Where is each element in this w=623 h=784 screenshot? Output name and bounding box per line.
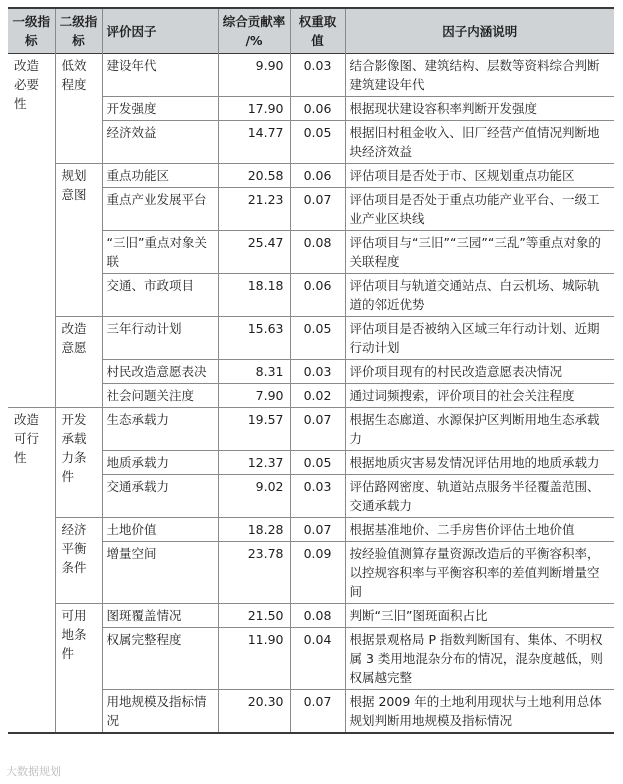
factor-cell: 村民改造意愿表决 bbox=[102, 360, 218, 384]
weight-cell: 0.08 bbox=[290, 231, 345, 274]
factor-cell: 开发强度 bbox=[102, 97, 218, 121]
factor-table-container bbox=[8, 7, 614, 734]
header-rate: 综合贡献率 /% bbox=[218, 8, 290, 54]
desc-cell: 根据基准地价、二手房售价评估土地价值 bbox=[349, 522, 575, 537]
rate-cell: 18.28 bbox=[218, 518, 290, 542]
evaluation-factor-table bbox=[8, 7, 614, 734]
factor-cell: 社会问题关注度 bbox=[102, 384, 218, 408]
table-body bbox=[8, 54, 614, 734]
factor-cell: 土地价值 bbox=[102, 518, 218, 542]
watermark-text: 大数据规划 bbox=[6, 765, 61, 778]
table-row bbox=[8, 604, 614, 628]
desc-cell: 按经验值测算存量资源改造后的平衡容积率，以控规容积率与平衡容积率的差值判断增量空间 bbox=[349, 546, 600, 599]
desc-cell: 评估路网密度、轨道站点服务半径覆盖范围、交通承载力 bbox=[349, 479, 600, 513]
factor-cell: 经济效益 bbox=[102, 121, 218, 164]
weight-cell: 0.06 bbox=[290, 274, 345, 317]
rate-cell: 23.78 bbox=[218, 542, 290, 604]
table-row bbox=[8, 54, 614, 97]
weight-cell: 0.06 bbox=[290, 97, 345, 121]
desc-cell: 根据地质灾害易发情况评估用地的地质承载力 bbox=[349, 455, 600, 470]
rate-cell: 9.90 bbox=[218, 54, 290, 97]
table-row bbox=[8, 408, 614, 451]
level2-cell: 可用地条件 bbox=[55, 604, 102, 734]
level2-cell: 开发承载力条件 bbox=[55, 408, 102, 518]
rate-cell: 18.18 bbox=[218, 274, 290, 317]
header-level1: 一级指标 bbox=[8, 8, 55, 54]
desc-cell: 根据景观格局 P 指数判断国有、集体、不明权属 3 类用地混杂分布的情况，混杂度越低，则权属越完整 bbox=[349, 632, 603, 685]
header-level2: 二级指标 bbox=[55, 8, 102, 54]
desc-cell: 结合影像图、建筑结构、层数等资料综合判断建筑建设年代 bbox=[349, 58, 600, 92]
level2-cell: 低效程度 bbox=[55, 54, 102, 164]
weight-cell: 0.09 bbox=[290, 542, 345, 604]
factor-cell: 建设年代 bbox=[102, 54, 218, 97]
desc-cell: 根据旧村租金收入、旧厂经营产值情况判断地块经济效益 bbox=[349, 125, 600, 159]
weight-cell: 0.05 bbox=[290, 451, 345, 475]
rate-cell: 20.58 bbox=[218, 164, 290, 188]
weight-cell: 0.05 bbox=[290, 317, 345, 360]
weight-cell: 0.07 bbox=[290, 518, 345, 542]
table-row bbox=[8, 518, 614, 542]
factor-cell: 交通承载力 bbox=[102, 475, 218, 518]
level2-cell: 改造意愿 bbox=[55, 317, 102, 408]
rate-cell: 20.30 bbox=[218, 690, 290, 734]
desc-cell: 通过词频搜索，评价项目的社会关注程度 bbox=[349, 388, 575, 403]
factor-cell: 重点产业发展平台 bbox=[102, 188, 218, 231]
rate-cell: 8.31 bbox=[218, 360, 290, 384]
table-header-row bbox=[8, 8, 614, 54]
desc-cell: 根据生态廊道、水源保护区判断用地生态承载力 bbox=[349, 412, 600, 446]
factor-cell: 生态承载力 bbox=[102, 408, 218, 451]
desc-cell: 评估项目是否处于市、区规划重点功能区 bbox=[349, 168, 575, 183]
weight-cell: 0.03 bbox=[290, 360, 345, 384]
desc-cell: 评估项目是否被纳入区域三年行动计划、近期行动计划 bbox=[349, 321, 600, 355]
rate-cell: 12.37 bbox=[218, 451, 290, 475]
desc-cell: 评价项目现有的村民改造意愿表决情况 bbox=[349, 364, 563, 379]
factor-cell: 图斑覆盖情况 bbox=[102, 604, 218, 628]
desc-cell: 评估项目与“三旧”“三园”“三乱”等重点对象的关联程度 bbox=[349, 235, 601, 269]
header-desc: 因子内涵说明 bbox=[345, 8, 614, 54]
header-weight: 权重取值 bbox=[290, 8, 345, 54]
desc-cell: 判断“三旧”图斑面积占比 bbox=[349, 608, 488, 623]
level2-cell: 经济平衡条件 bbox=[55, 518, 102, 604]
weight-cell: 0.08 bbox=[290, 604, 345, 628]
rate-cell: 17.90 bbox=[218, 97, 290, 121]
weight-cell: 0.05 bbox=[290, 121, 345, 164]
rate-cell: 7.90 bbox=[218, 384, 290, 408]
rate-cell: 11.90 bbox=[218, 628, 290, 690]
factor-cell: 三年行动计划 bbox=[102, 317, 218, 360]
weight-cell: 0.07 bbox=[290, 188, 345, 231]
level1-cell: 改造可行性 bbox=[8, 408, 55, 734]
level2-cell: 规划意图 bbox=[55, 164, 102, 317]
rate-cell: 21.23 bbox=[218, 188, 290, 231]
rate-cell: 14.77 bbox=[218, 121, 290, 164]
weight-cell: 0.07 bbox=[290, 408, 345, 451]
header-factor: 评价因子 bbox=[102, 8, 218, 54]
rate-cell: 9.02 bbox=[218, 475, 290, 518]
factor-cell: 地质承载力 bbox=[102, 451, 218, 475]
desc-cell: 评估项目是否处于重点功能产业平台、一级工业产业区块线 bbox=[349, 192, 600, 226]
desc-cell: 根据 2009 年的土地利用现状与土地利用总体规划判断用地规模及指标情况 bbox=[349, 694, 602, 728]
weight-cell: 0.06 bbox=[290, 164, 345, 188]
weight-cell: 0.03 bbox=[290, 54, 345, 97]
weight-cell: 0.03 bbox=[290, 475, 345, 518]
desc-cell: 评估项目与轨道交通站点、白云机场、城际轨道的邻近优势 bbox=[349, 278, 600, 312]
weight-cell: 0.02 bbox=[290, 384, 345, 408]
factor-cell: “三旧”重点对象关联 bbox=[102, 231, 218, 274]
desc-cell: 根据现状建设容积率判断开发强度 bbox=[349, 101, 538, 116]
factor-cell: 权属完整程度 bbox=[102, 628, 218, 690]
level1-cell: 改造必要性 bbox=[8, 54, 55, 408]
factor-cell: 交通、市政项目 bbox=[102, 274, 218, 317]
factor-cell: 用地规模及指标情况 bbox=[102, 690, 218, 734]
factor-cell: 增量空间 bbox=[102, 542, 218, 604]
rate-cell: 25.47 bbox=[218, 231, 290, 274]
rate-cell: 19.57 bbox=[218, 408, 290, 451]
factor-cell: 重点功能区 bbox=[102, 164, 218, 188]
table-row bbox=[8, 164, 614, 188]
weight-cell: 0.04 bbox=[290, 628, 345, 690]
rate-cell: 21.50 bbox=[218, 604, 290, 628]
table-row bbox=[8, 317, 614, 360]
rate-cell: 15.63 bbox=[218, 317, 290, 360]
weight-cell: 0.07 bbox=[290, 690, 345, 734]
